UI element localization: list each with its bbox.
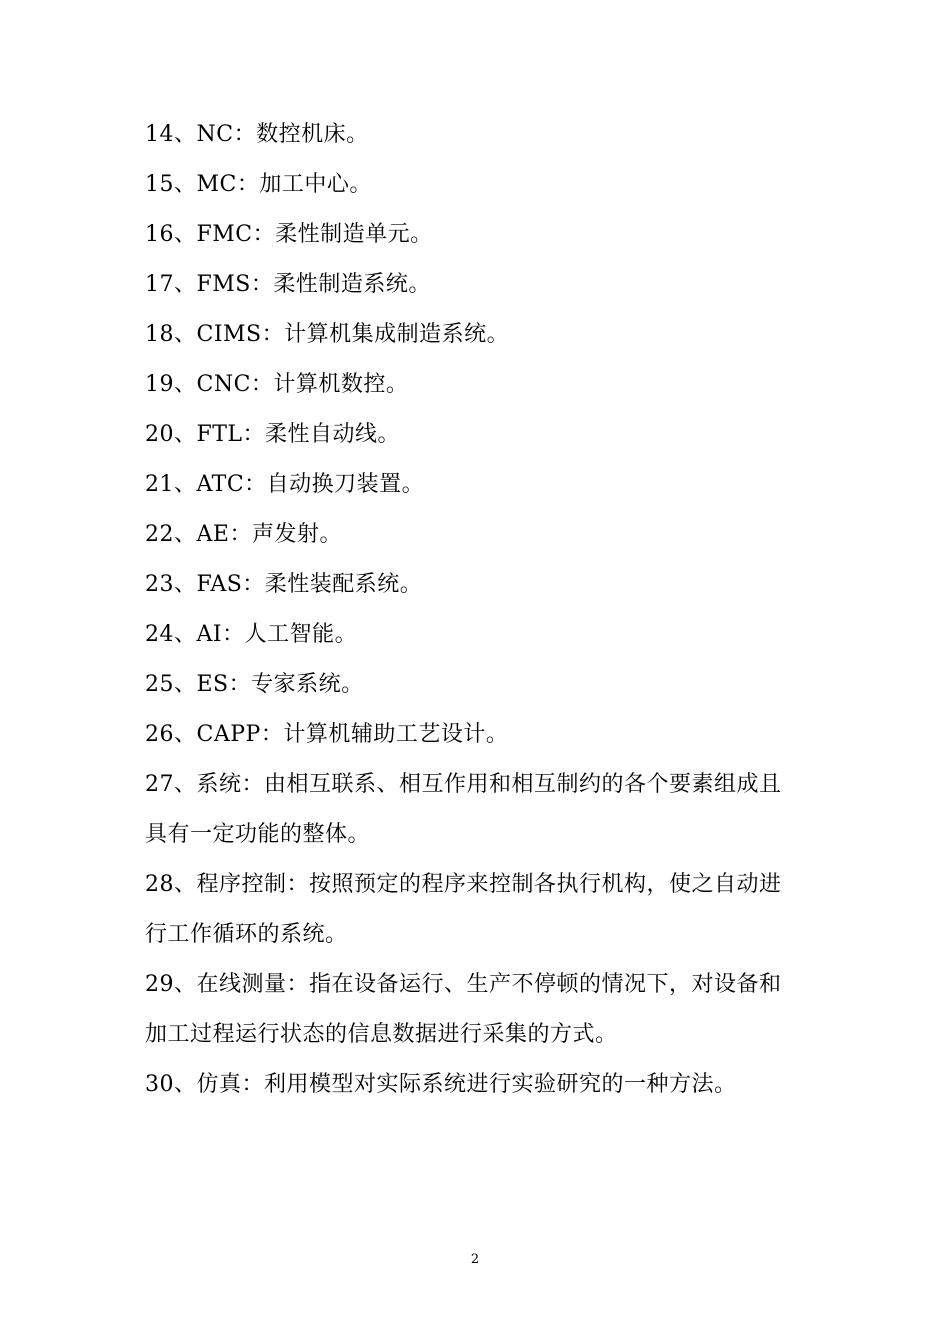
text-line: 15、MC：加工中心。 [145,172,372,197]
page-number: 2 [470,1252,480,1267]
text-line: 18、CIMS：计算机集成制造系统。 [145,322,510,347]
text-line: 24、AI：人工智能。 [145,622,358,647]
term-definition-list [145,110,810,1110]
text-line: 16、FMC：柔性制造单元。 [145,222,433,247]
text-line: 23、FAS：柔性装配系统。 [145,572,423,597]
text-line: 25、ES：专家系统。 [145,672,364,697]
text-line: 27、系统：由相互联系、相互作用和相互制约的各个要素组成且 [145,772,782,797]
text-line: 19、CNC：计算机数控。 [145,372,409,397]
text-line: 29、在线测量：指在设备运行、生产不停顿的情况下，对设备和 [145,972,782,997]
text-line: 22、AE：声发射。 [145,522,342,547]
text-line: 具有一定功能的整体。 [145,822,371,847]
text-line: 30、仿真：利用模型对实际系统进行实验研究的一种方法。 [145,1072,737,1097]
text-line: 行工作循环的系统。 [145,922,348,947]
text-line: 28、程序控制：按照预定的程序来控制各执行机构，使之自动进 [145,872,782,897]
text-line: 加工过程运行状态的信息数据进行采集的方式。 [145,1022,618,1047]
text-line: 17、FMS：柔性制造系统。 [145,272,431,297]
text-line: 21、ATC：自动换刀装置。 [145,472,425,497]
text-line: 26、CAPP：计算机辅助工艺设计。 [145,722,509,747]
text-line: 14、NC：数控机床。 [145,122,369,147]
text-line: 20、FTL：柔性自动线。 [145,422,401,447]
